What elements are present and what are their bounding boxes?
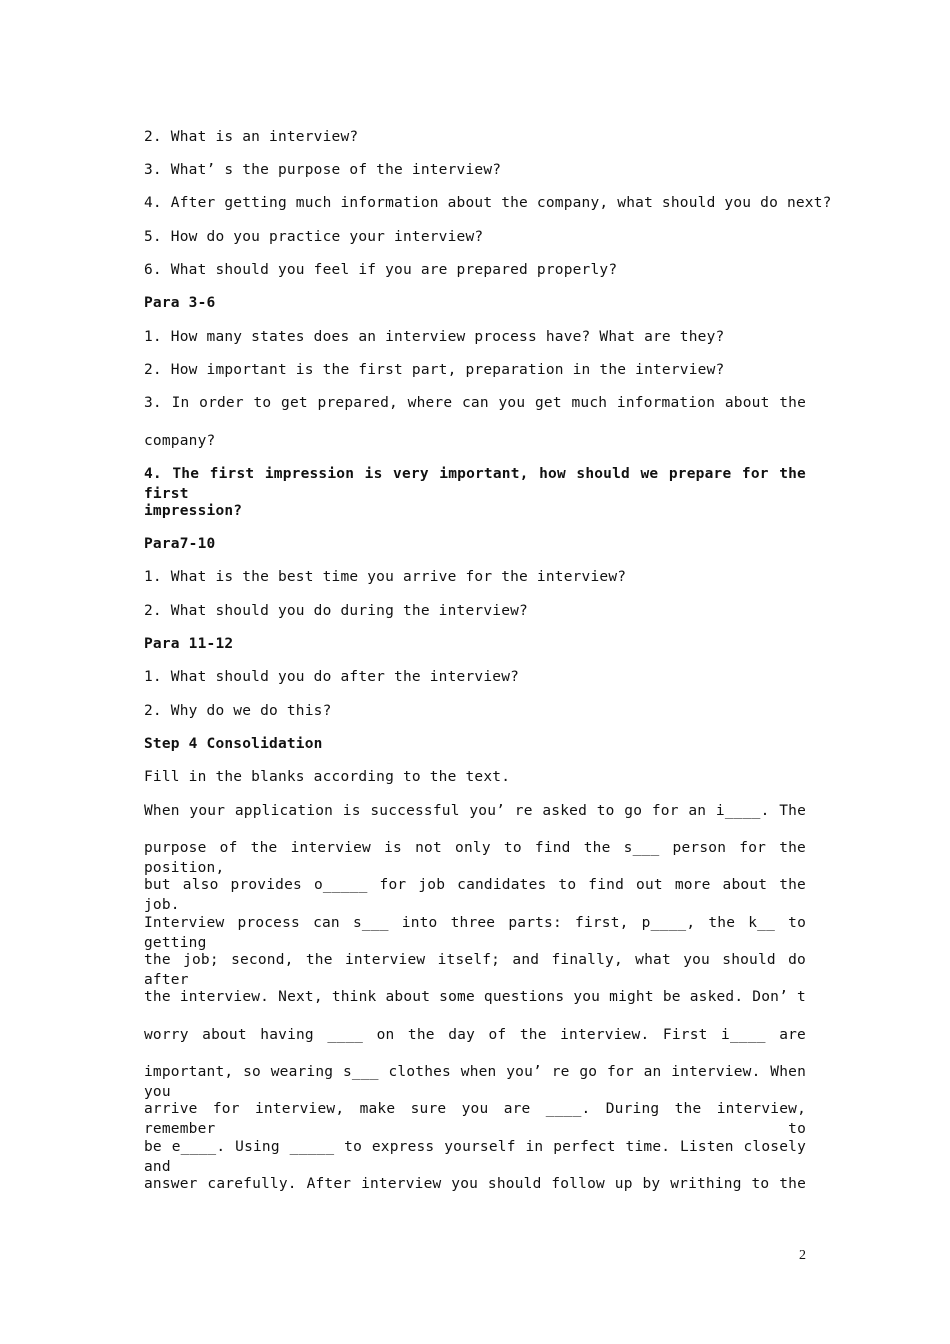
question-line: 5. How do you practice your interview? bbox=[144, 229, 484, 245]
question-line: 2. What should you do during the interview? bbox=[144, 603, 528, 619]
section-heading: Step 4 Consolidation bbox=[144, 736, 323, 752]
section-heading: Para7-10 bbox=[144, 536, 216, 552]
passage-line: Interview process can s___ into three parts: first, p____, the k__ to getting bbox=[144, 915, 806, 951]
question-line: 2. How important is the first part, preparation in the interview? bbox=[144, 362, 725, 378]
passage-line: When your application is successful you’ re asked to go for an i____. The bbox=[144, 803, 806, 819]
question-line: 6. What should you feel if you are prepared properly? bbox=[144, 262, 618, 278]
question-line-bold: 4. The first impression is very important, how should we prepare for the first bbox=[144, 466, 806, 502]
passage-line: be e____. Using _____ to express yourself in perfect time. Listen closely and bbox=[144, 1139, 806, 1175]
question-line: 1. What is the best time you arrive for the interview? bbox=[144, 569, 627, 585]
question-line: 3. In order to get prepared, where can you get much information about the bbox=[144, 395, 806, 411]
passage-line: purpose of the interview is not only to find the s___ person for the position, bbox=[144, 840, 806, 876]
question-line: company? bbox=[144, 433, 216, 449]
passage-line: but also provides o_____ for job candidates to find out more about the job. bbox=[144, 877, 806, 913]
passage-line: answer carefully. After interview you should follow up by writhing to the bbox=[144, 1176, 806, 1192]
passage-line: worry about having ____ on the day of the interview. First i____ are bbox=[144, 1027, 806, 1043]
section-heading: Para 11-12 bbox=[144, 636, 234, 652]
passage-line: the job; second, the interview itself; and finally, what you should do after bbox=[144, 952, 806, 988]
page-number: 2 bbox=[799, 1248, 806, 1263]
question-line: 3. What’ s the purpose of the interview? bbox=[144, 162, 502, 178]
question-line-bold: impression? bbox=[144, 503, 243, 519]
section-heading: Para 3-6 bbox=[144, 295, 216, 311]
question-line: 1. What should you do after the interview? bbox=[144, 669, 520, 685]
passage-line: the interview. Next, think about some questions you might be asked. Don’ t bbox=[144, 989, 806, 1005]
question-line: 2. Why do we do this? bbox=[144, 703, 332, 719]
instruction-line: Fill in the blanks according to the text. bbox=[144, 769, 511, 785]
question-line: 4. After getting much information about the company, what should you do next? bbox=[144, 195, 832, 211]
question-line: 2. What is an interview? bbox=[144, 129, 359, 145]
passage-line: arrive for interview, make sure you are ____. During the interview, remember to bbox=[144, 1101, 806, 1137]
question-line: 1. How many states does an interview process have? What are they? bbox=[144, 329, 725, 345]
passage-line: important, so wearing s___ clothes when you’ re go for an interview. When you bbox=[144, 1064, 806, 1100]
